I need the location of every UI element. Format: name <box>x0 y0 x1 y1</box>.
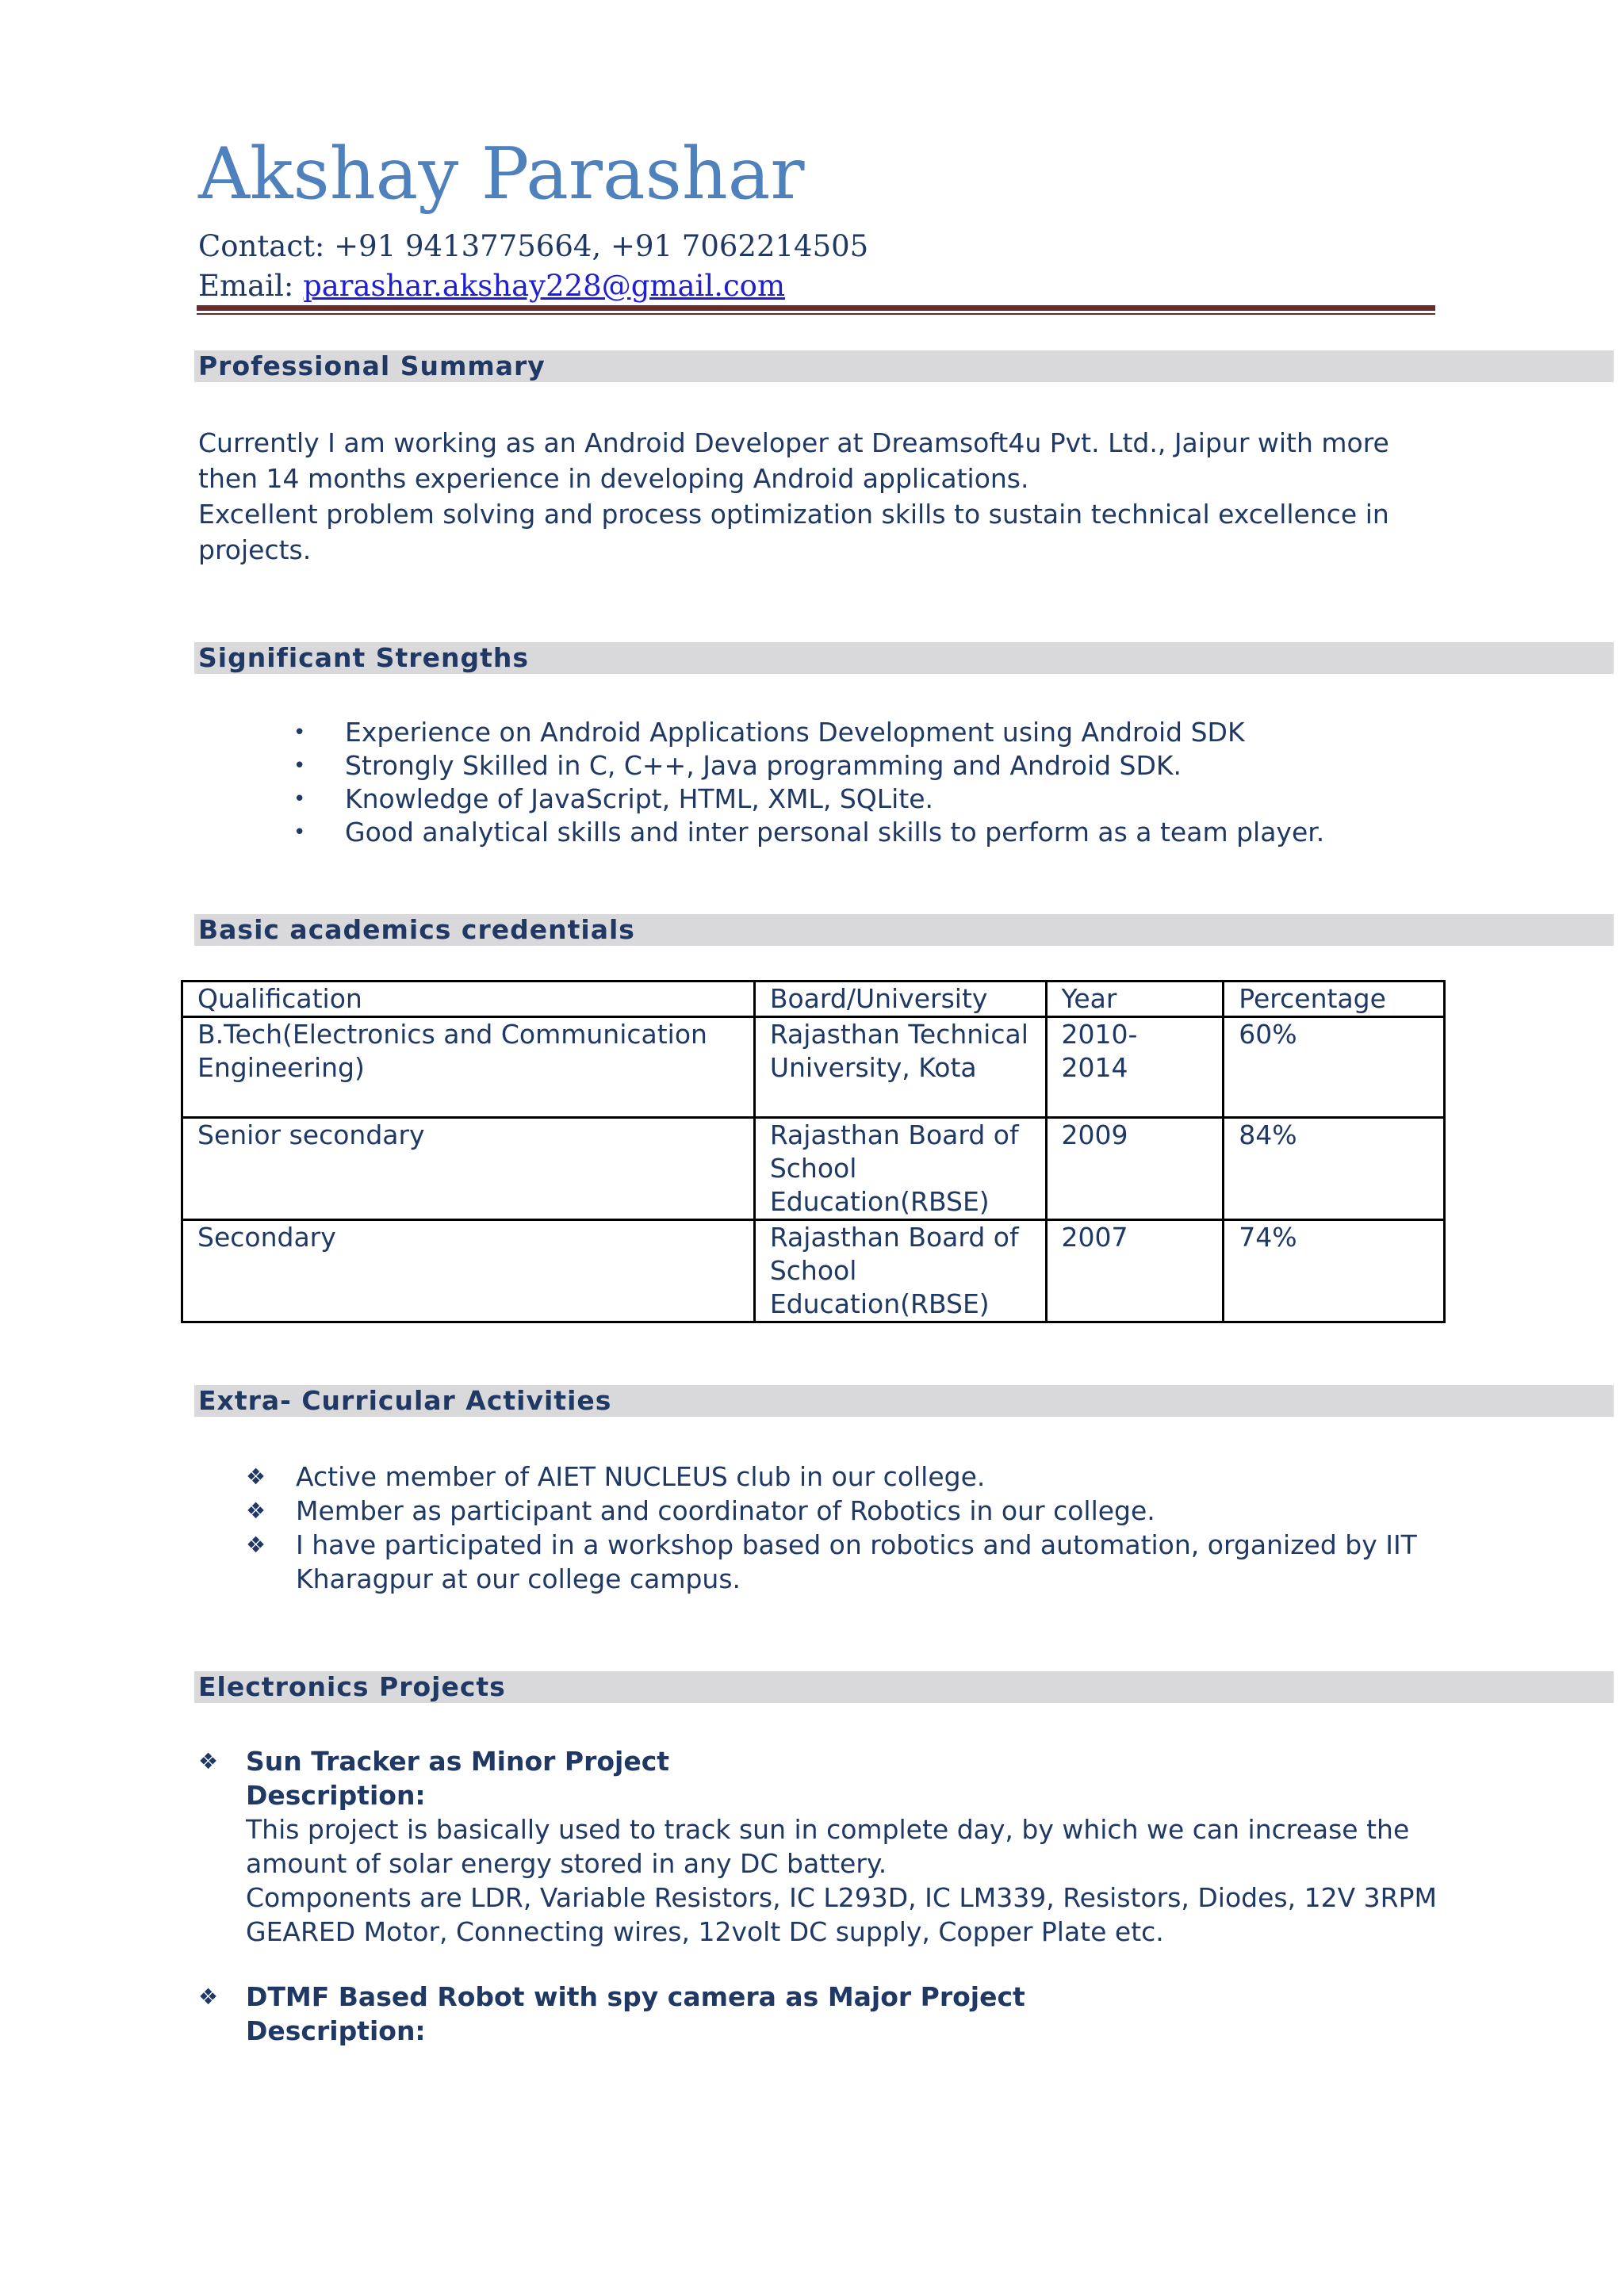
project-description: This project is basically used to track sun in complete day, by which we can increase the amount of solar energy stored in any DC battery. <box>246 1814 1410 1879</box>
table-cell: 60% <box>1224 1017 1445 1118</box>
contact-line <box>198 227 868 266</box>
bullet-icon: • <box>293 821 306 844</box>
table-row <box>182 1118 1445 1220</box>
table-row <box>182 1017 1445 1118</box>
table-cell: Rajasthan Technical University, Kota <box>754 1017 1046 1118</box>
list-item-text: Active member of AIET NUCLEUS club in our college. <box>296 1461 986 1492</box>
email-line <box>198 266 868 306</box>
extra-list <box>198 1460 1459 1596</box>
table-header-row <box>182 982 1445 1017</box>
list-item <box>198 783 1324 816</box>
description-label: Description: <box>246 1780 426 1811</box>
summary-text <box>198 425 1451 568</box>
list-item <box>198 749 1324 783</box>
description-label: Description: <box>246 2015 426 2046</box>
contact-phones: +91 9413775664, +91 7062214505 <box>334 229 869 263</box>
column-header: Percentage <box>1224 982 1445 1017</box>
section-title-summary: Professional Summary <box>198 350 546 381</box>
diamond-bullet-icon: ❖ <box>246 1498 266 1524</box>
diamond-bullet-icon: ❖ <box>198 1984 219 2010</box>
table-cell: Rajasthan Board of School Education(RBSE) <box>754 1118 1046 1220</box>
list-item-text: Good analytical skills and inter personal skills to perform as a team player. <box>345 817 1325 848</box>
list-item <box>198 1528 1459 1596</box>
list-item <box>198 1460 1459 1494</box>
section-title-strengths: Significant Strengths <box>198 642 529 673</box>
header-divider-thin <box>197 313 1435 315</box>
diamond-bullet-icon: ❖ <box>198 1748 219 1774</box>
column-header: Qualification <box>182 982 755 1017</box>
project-title-row <box>198 1980 1475 2014</box>
project-title-row <box>198 1744 1475 1778</box>
list-item-text: Experience on Android Applications Development using Android SDK <box>345 717 1245 748</box>
column-header: Board/University <box>754 982 1046 1017</box>
table-cell: Secondary <box>182 1220 755 1322</box>
column-header: Year <box>1046 982 1224 1017</box>
table-cell: 84% <box>1224 1118 1445 1220</box>
contact-block <box>198 227 868 306</box>
table-row <box>182 1220 1445 1322</box>
table-cell: B.Tech(Electronics and Communication Engineering) <box>182 1017 755 1118</box>
strengths-list <box>198 716 1324 849</box>
table-cell: 2007 <box>1046 1220 1224 1322</box>
project-item <box>198 1980 1475 2048</box>
candidate-name: Akshay Parashar <box>198 132 805 216</box>
bullet-icon: • <box>293 754 306 778</box>
bullet-icon: • <box>293 721 306 744</box>
table-cell: 2009 <box>1046 1118 1224 1220</box>
table-cell: Rajasthan Board of School Education(RBSE) <box>754 1220 1046 1322</box>
email-label: Email: <box>198 269 294 303</box>
email-link[interactable]: parashar.akshay228@gmail.com <box>303 269 786 303</box>
project-title: Sun Tracker as Minor Project <box>246 1746 670 1777</box>
section-title-academics: Basic academics credentials <box>198 914 635 945</box>
project-components: Components are LDR, Variable Resistors, IC L293D, IC LM339, Resistors, Diodes, 12V 3RPM GEARED Motor, Connecting wires, 12volt DC supply, Copper Plate etc. <box>246 1882 1437 1947</box>
list-item-text: Knowledge of JavaScript, HTML, XML, SQLite. <box>345 783 934 814</box>
list-item-text: Member as participant and coordinator of Robotics in our college. <box>296 1495 1155 1526</box>
list-item <box>198 816 1324 849</box>
summary-line: Excellent problem solving and process optimization skills to sustain technical excellence in projects. <box>198 499 1389 565</box>
list-item-text: Strongly Skilled in C, C++, Java programming and Android SDK. <box>345 750 1182 781</box>
list-item <box>198 716 1324 749</box>
table-cell: 74% <box>1224 1220 1445 1322</box>
header-divider <box>197 305 1435 311</box>
list-item-text: I have participated in a workshop based on robotics and automation, organized by IIT Kharagpur at our college campus. <box>296 1529 1417 1594</box>
section-title-projects: Electronics Projects <box>198 1671 506 1702</box>
project-title: DTMF Based Robot with spy camera as Major Project <box>246 1981 1025 2012</box>
bullet-icon: • <box>293 787 306 811</box>
diamond-bullet-icon: ❖ <box>246 1464 266 1490</box>
academics-table <box>181 980 1446 1323</box>
table-cell: Senior secondary <box>182 1118 755 1220</box>
table-cell: 2010-2014 <box>1046 1017 1224 1118</box>
list-item <box>198 1494 1459 1528</box>
section-title-extra: Extra- Curricular Activities <box>198 1385 612 1416</box>
summary-line: Currently I am working as an Android Developer at Dreamsoft4u Pvt. Ltd., Jaipur with more then 14 months experience in developing Android applications. <box>198 427 1389 494</box>
contact-label: Contact: <box>198 229 325 263</box>
project-item <box>198 1744 1475 1949</box>
diamond-bullet-icon: ❖ <box>246 1532 266 1558</box>
